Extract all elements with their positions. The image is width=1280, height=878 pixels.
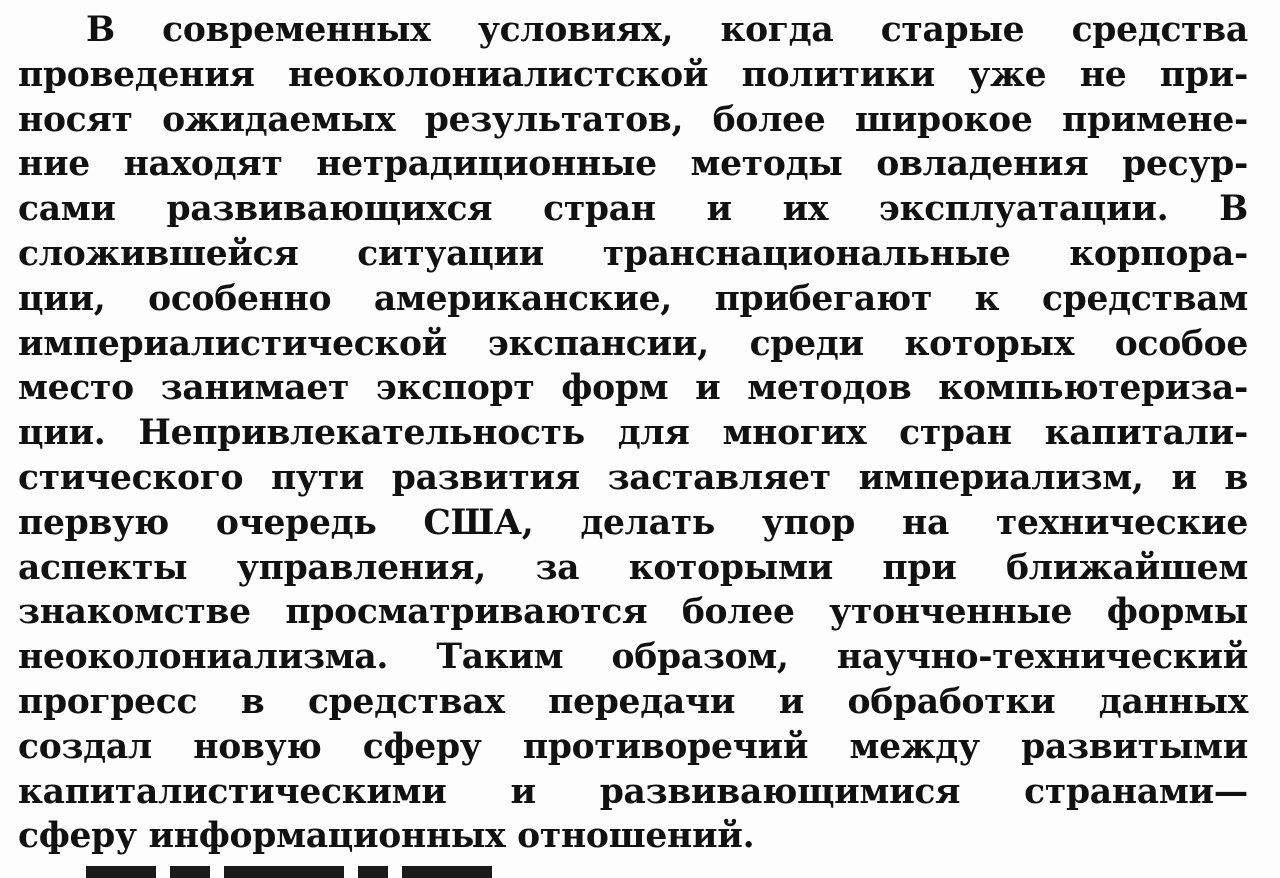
paragraph-line: знакомстве просматриваются более утонченные формы [18, 592, 1248, 633]
paragraph-line: прогресс в средствах передачи и обработки данных [18, 681, 1248, 722]
cropped-next-line [86, 866, 1266, 878]
paragraph-line: В современных условиях, когда старые средства [86, 10, 1248, 50]
paragraph [18, 8, 1248, 859]
paragraph-line: неоколониализма. Таким образом, научно-технический [18, 637, 1248, 678]
paragraph-line: ние находят нетрадиционные методы овладения ресур- [18, 144, 1248, 185]
paragraph-line: ции. Непривлекательность для многих стран капитали- [18, 413, 1248, 454]
paragraph-line: ции, особенно американские, прибегают к средствам [18, 278, 1248, 319]
paragraph-line: носят ожидаемых результатов, более широкое примене- [18, 99, 1248, 140]
paragraph-line: создал новую сферу противоречий между развитыми [18, 726, 1248, 767]
paragraph-line: сами развивающихся стран и их эксплуатации. В [18, 189, 1248, 230]
paragraph-line: капиталистическими и развивающимися странами— [18, 771, 1248, 812]
paragraph-line: первую очередь США, делать упор на технические [18, 502, 1248, 543]
paragraph-line: место занимает экспорт форм и методов компьютериза- [18, 368, 1248, 409]
paragraph-line-last: сферу информационных отношений. [18, 816, 755, 857]
paragraph-line: стического пути развития заставляет империализм, и в [18, 457, 1248, 498]
cropped-previous-line [18, 0, 218, 6]
paragraph-line: проведения неоколониалистской политики уже не при- [18, 54, 1248, 95]
paragraph-line: империалистической экспансии, среди которых особое [18, 323, 1248, 364]
paragraph-line: аспекты управления, за которыми при ближайшем [18, 547, 1248, 588]
paragraph-line: сложившейся ситуации транснациональные корпора- [18, 233, 1248, 274]
